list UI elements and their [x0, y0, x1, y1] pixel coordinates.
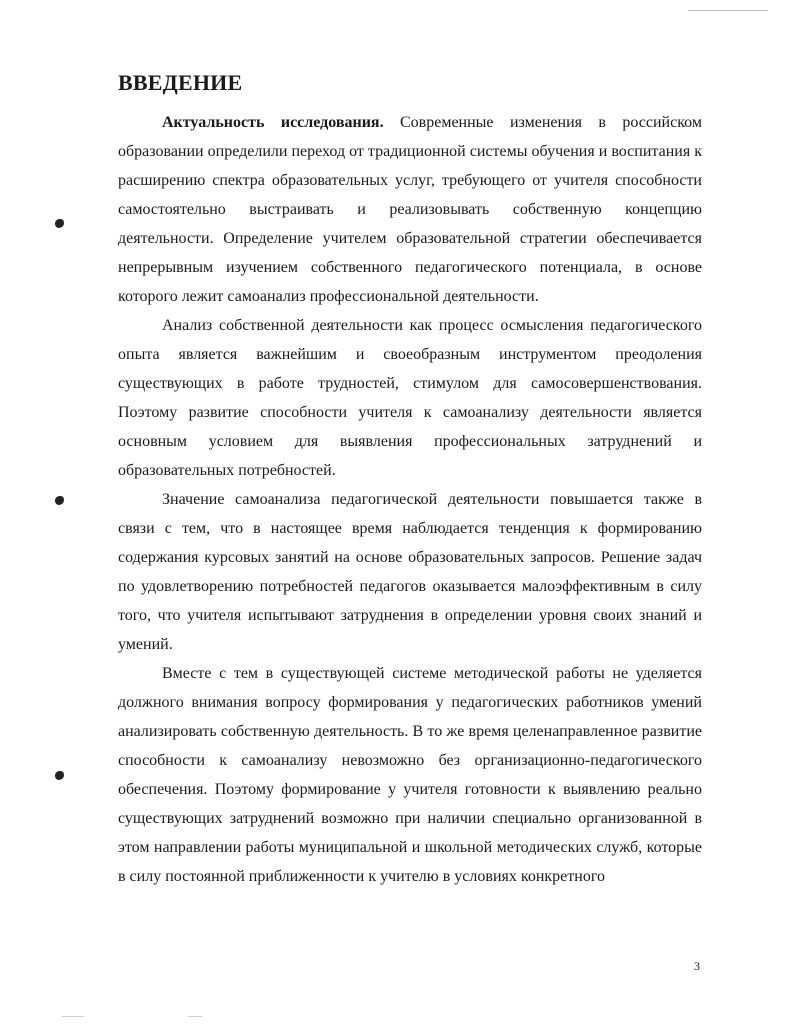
- page-number: 3: [694, 959, 700, 973]
- section-heading: ВВЕДЕНИЕ: [118, 70, 243, 95]
- paragraph-significance: Значение самоанализа педагогической деятельности повышается также в связи с тем, что в настоящее время наблюдается тенденция к формированию содержания курсовых занятий на основе образовательных запросов. Решение задач по удовлетворению потребностей педагогов оказывается малоэффективным в силу того, что учителя испытывают затруднения в определении уровня своих знаний и умений.: [118, 491, 702, 653]
- paragraph-analysis: Анализ собственной деятельности как процесс осмысления педагогического опыта является важнейшим и своеобразным инструментом преодоления существующих в работе трудностей, стимулом для самосовершенствования. Поэтому развитие способности учителя к самоанализу деятельности является основным условием для выявления профессиональных затруднений и образовательных потребностей.: [118, 317, 702, 479]
- punch-hole-mark: [55, 496, 64, 505]
- body-text: [118, 108, 702, 891]
- paragraph-lead: Актуальность исследования.: [162, 114, 384, 131]
- scan-artifact-line: [188, 1016, 202, 1017]
- punch-hole-mark: [55, 219, 64, 228]
- paragraph-relevance: [118, 108, 702, 311]
- scan-artifact-line: [62, 1016, 84, 1017]
- scan-artifact-line: [688, 10, 768, 11]
- punch-hole-mark: [55, 771, 64, 780]
- paragraph-methodical-work: Вместе с тем в существующей системе методической работы не уделяется должного внимания вопросу формирования у педагогических работников умений анализировать собственную деятельность. В то же время целенаправленное развитие способности к самоанализу невозможно без организационно-педагогического обеспечения. Поэтому формирование у учителя готовности к выявлению реально существующих затруднений возможно при наличии специально организованной в этом направлении работы муниципальной и школьной методических служб, которые в силу постоянной приближенности к учителю в условиях конкретного: [118, 665, 702, 885]
- paragraph-text: Современные изменения в российском образовании определили переход от традиционной системы обучения и воспитания к расширению спектра образовательных услуг, требующего от учителя способности самостоятельно выстраивать и реализовывать собственную концепцию деятельности. Определение учителем образовательной стратегии обеспечивается непрерывным изучением собственного педагогического потенциала, в основе которого лежит самоанализ профессиональной деятельности.: [118, 114, 702, 305]
